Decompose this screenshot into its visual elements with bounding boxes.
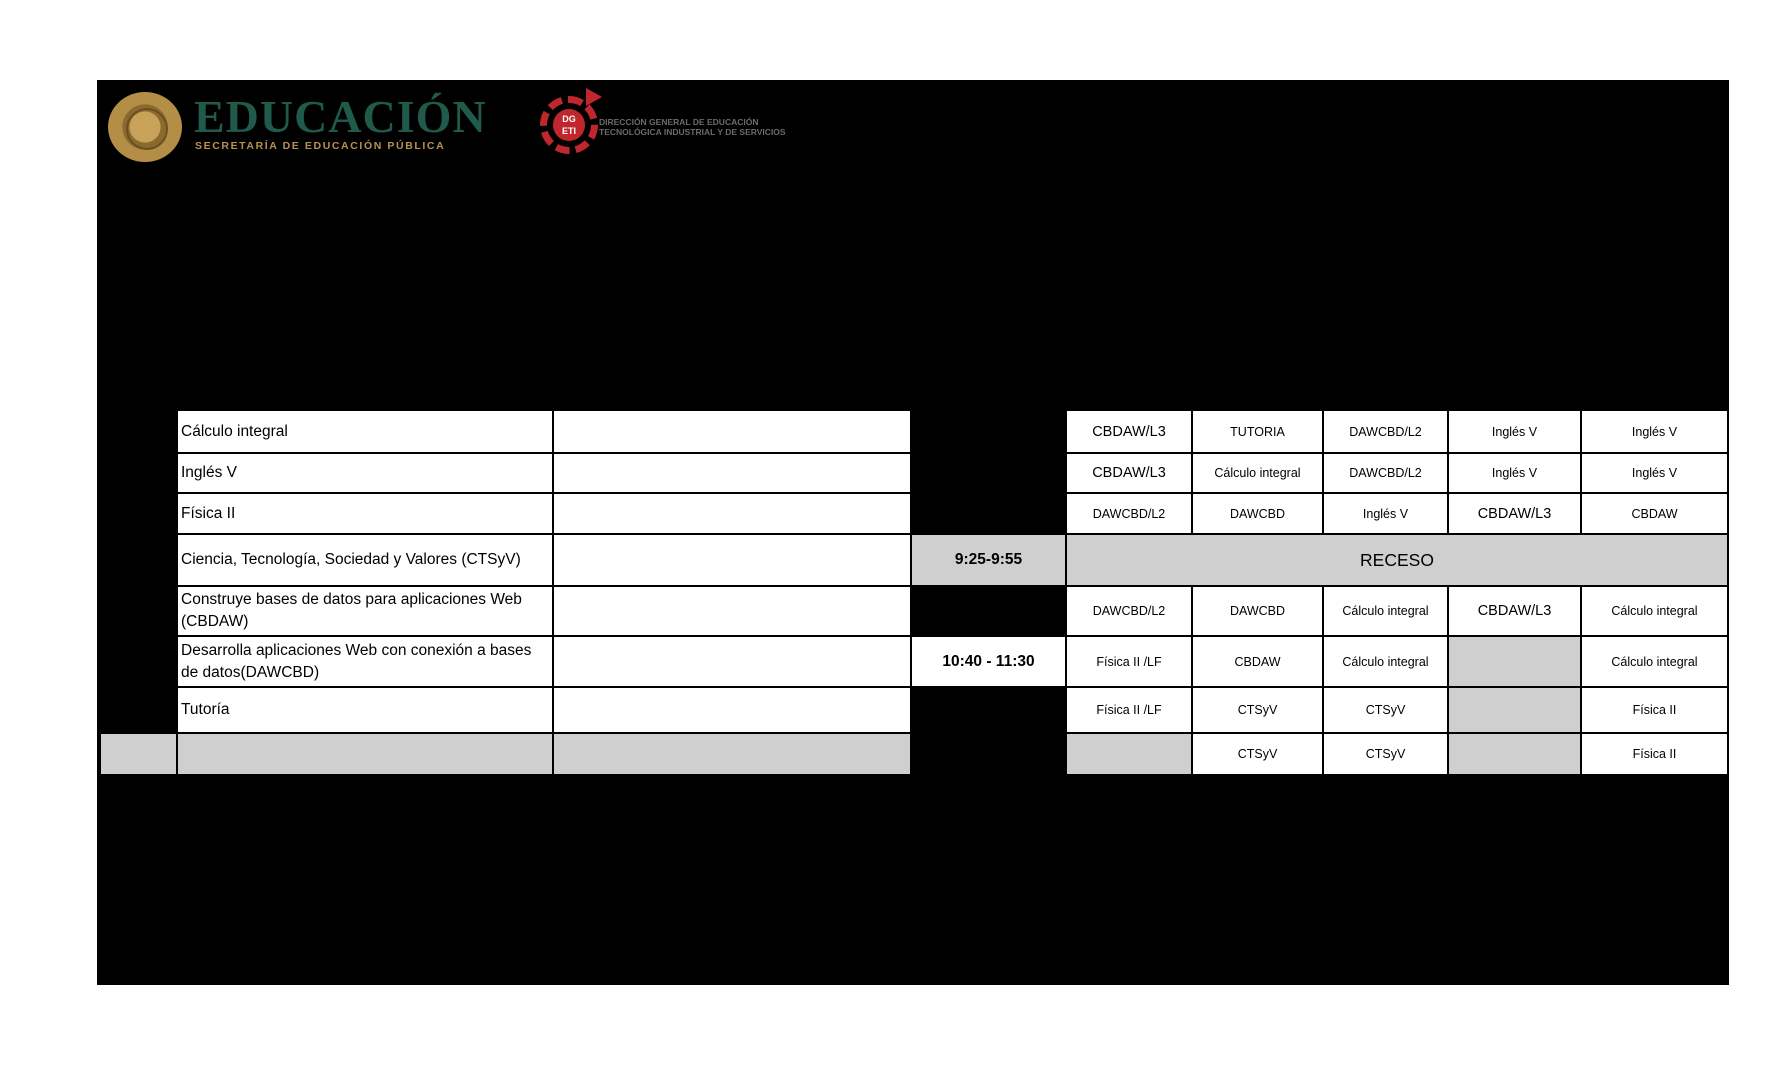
schedule-cell: DAWCBD/L2 [1323,410,1448,453]
schedule-cell: Cálculo integral [1323,636,1448,687]
empty-cell [553,733,911,775]
schedule-cell: TUTORIA [1192,410,1323,453]
schedule-cell: CTSyV [1192,687,1323,733]
schedule-cell: Cálculo integral [1192,453,1323,493]
subject-cell: Ciencia, Tecnología, Sociedad y Valores (CTSyV) [177,534,553,586]
schedule-cell: Física II /LF [1066,636,1192,687]
empty-schedule-cell [1066,733,1192,775]
schedule-cell: DAWCBD/L2 [1323,453,1448,493]
dgeti-arrow-icon [586,88,602,106]
schedule-cell: Inglés V [1448,453,1581,493]
schedule-cell: CBDAW [1581,493,1728,534]
schedule-cell: CBDAW/L3 [1066,410,1192,453]
schedule-cell: Cálculo integral [1323,586,1448,636]
teacher-cell [553,534,911,586]
schedule-cell: Inglés V [1448,410,1581,453]
teacher-cell [553,493,911,534]
dgeti-logo-core: DG ETI [553,109,585,141]
dgeti-logo-line1: DIRECCIÓN GENERAL DE EDUCACIÓN [599,117,759,127]
dgeti-logo-text [599,117,786,137]
schedule-cell: DAWCBD/L2 [1066,493,1192,534]
schedule-cell: Inglés V [1323,493,1448,534]
subject-cell: Cálculo integral [177,410,553,453]
schedule-cell: Cálculo integral [1581,636,1728,687]
empty-schedule-cell [1448,687,1581,733]
subject-cell: Física II [177,493,553,534]
subject-cell: Inglés V [177,453,553,493]
schedule-cell: DAWCBD [1192,586,1323,636]
sep-logo-subtitle: SECRETARÍA DE EDUCACIÓN PÚBLICA [195,140,446,152]
subject-cell: Desarrolla aplicaciones Web con conexión a bases de datos(DAWCBD) [177,636,553,687]
subject-cell: Construye bases de datos para aplicaciones Web (CBDAW) [177,586,553,636]
time-cell: 9:25-9:55 [911,534,1066,586]
time-cell: 10:40 - 11:30 [911,636,1066,687]
schedule-cell: CBDAW/L3 [1066,453,1192,493]
schedule-cell: Inglés V [1581,453,1728,493]
subject-cell: Tutoría [177,687,553,733]
teacher-cell [553,636,911,687]
schedule-cell: Inglés V [1581,410,1728,453]
schedule-cell: Física II [1581,733,1728,775]
schedule-cell: CTSyV [1192,733,1323,775]
schedule-cell: Física II [1581,687,1728,733]
schedule-cell: CBDAW/L3 [1448,493,1581,534]
teacher-cell [553,687,911,733]
national-seal-icon [108,92,182,162]
schedule-cell: DAWCBD [1192,493,1323,534]
empty-schedule-cell [1448,636,1581,687]
schedule-cell: DAWCBD/L2 [1066,586,1192,636]
schedule-cell: CBDAW [1192,636,1323,687]
teacher-cell [553,453,911,493]
schedule-cell: Física II /LF [1066,687,1192,733]
empty-schedule-cell [1448,733,1581,775]
receso-cell: RECESO [1066,534,1728,586]
empty-cell [177,733,553,775]
schedule-cell: CTSyV [1323,687,1448,733]
dgeti-logo-line2: TECNOLÓGICA INDUSTRIAL Y DE SERVICIOS [599,127,786,137]
teacher-cell [553,410,911,453]
schedule-cell: CBDAW/L3 [1448,586,1581,636]
empty-cell [100,733,177,775]
schedule-cell: CTSyV [1323,733,1448,775]
schedule-cell: Cálculo integral [1581,586,1728,636]
teacher-cell [553,586,911,636]
sep-logo-word: EDUCACIÓN [194,91,487,142]
